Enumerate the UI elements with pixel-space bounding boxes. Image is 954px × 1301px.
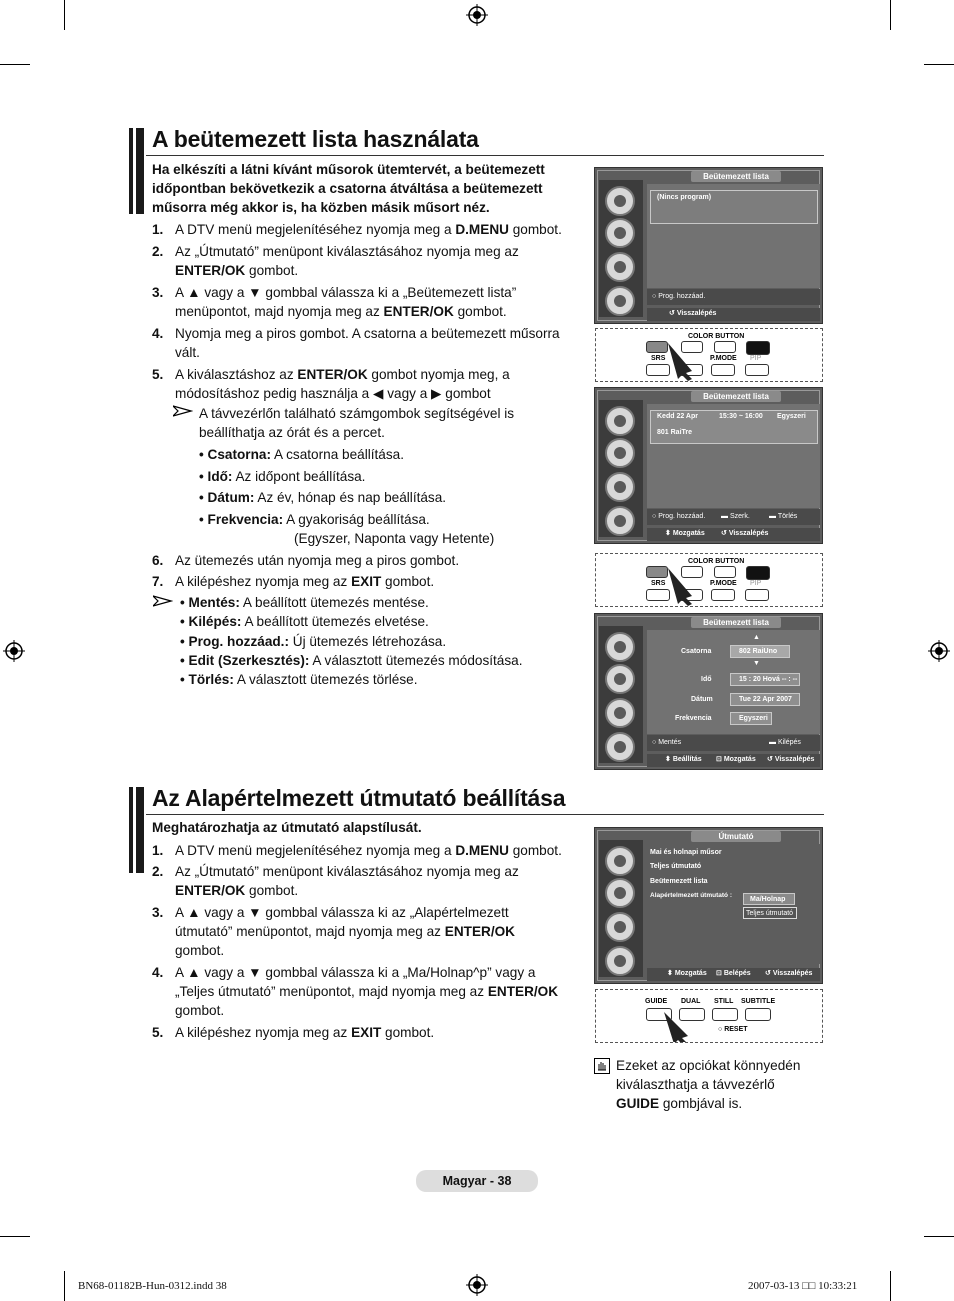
note-arrow-icon xyxy=(153,595,173,607)
pointer-arrow-icon xyxy=(666,566,696,606)
menu-icon xyxy=(605,664,635,694)
edit-hint: ▬ Szerk. xyxy=(721,513,750,520)
registration-mark-icon xyxy=(466,4,488,26)
crop-mark xyxy=(64,0,65,30)
section-rule xyxy=(146,814,824,815)
delete-hint: ▬ Törlés xyxy=(769,513,798,520)
crop-mark xyxy=(0,1236,30,1237)
bullet-item: • Idő: Az időpont beállítása. xyxy=(199,469,366,484)
menu-icon xyxy=(605,698,635,728)
step-text: ENTER/OK gombot. xyxy=(175,263,299,278)
step-number: 1. xyxy=(152,843,164,858)
back-hint: ↺ Visszalépés xyxy=(767,756,815,763)
option-today-tomorrow[interactable]: Ma/Holnap xyxy=(743,893,795,905)
down-arrow-icon: ▼ xyxy=(753,660,760,667)
step-number: 6. xyxy=(152,553,164,568)
remote-button xyxy=(745,1008,771,1021)
remote-button xyxy=(746,341,770,355)
option-full-guide[interactable]: Teljes útmutató xyxy=(743,907,797,919)
exit-hint: ▬ Kilépés xyxy=(769,739,801,746)
remote-button xyxy=(646,566,668,578)
step-number: 7. xyxy=(152,574,164,589)
intro-line: időpontban bekövetkezik a csatorna átváltása a beütemezett xyxy=(152,181,543,196)
pointer-arrow-icon xyxy=(666,341,696,381)
page-number-badge: Magyar - 38 xyxy=(416,1170,538,1192)
date-field[interactable]: Tue 22 Apr 2007 xyxy=(730,693,800,706)
file-info: BN68-01182B-Hun-0312.indd 38 xyxy=(78,1280,227,1292)
step-text: gombot. xyxy=(175,1003,225,1018)
note-item: • Törlés: A választott ütemezés törlése. xyxy=(180,672,418,687)
remote-label: SUBTITLE xyxy=(741,998,776,1005)
step-text: ENTER/OK gombot. xyxy=(175,883,299,898)
frequency-field[interactable]: Egyszeri xyxy=(730,712,772,725)
program-row: (Nincs program) xyxy=(650,190,818,224)
remote-label: SRS xyxy=(651,580,666,587)
registration-mark-icon xyxy=(3,640,25,662)
move-hint: ⬍ Mozgatás xyxy=(667,970,707,977)
program-date: Kedd 22 Apr xyxy=(657,413,698,420)
step-number: 5. xyxy=(152,367,164,382)
step-text: A kilépéshez nyomja meg az EXIT gombot. xyxy=(175,574,435,589)
crop-mark xyxy=(0,64,30,65)
remote-label: GUIDE xyxy=(645,998,668,1005)
step-number: 5. xyxy=(152,1025,164,1040)
note-arrow-icon xyxy=(173,405,193,417)
step-number: 2. xyxy=(152,864,164,879)
bullet-item: • Frekvencia: A gyakoriság beállítása. xyxy=(199,512,430,527)
intro-line: Meghatározhatja az útmutató alapstílusát. xyxy=(152,820,422,835)
crop-mark xyxy=(924,64,954,65)
registration-mark-icon xyxy=(928,640,950,662)
save-hint: ○ Mentés xyxy=(652,739,682,746)
remote-label: P.MODE xyxy=(710,580,737,587)
back-hint: ↺ Visszalépés xyxy=(669,310,717,317)
registration-mark-icon xyxy=(466,1274,488,1296)
screen-title: Beütemezett lista xyxy=(691,617,781,628)
remote-button xyxy=(746,566,770,580)
menu-icon xyxy=(605,252,635,282)
remote-label: PIP xyxy=(750,580,762,587)
remote-label: SRS xyxy=(651,355,666,362)
remote-button xyxy=(646,341,668,353)
menu-item[interactable]: Beütemezett lista xyxy=(650,878,708,885)
menu-icon xyxy=(605,286,635,316)
menu-item[interactable]: Mai és holnapi műsor xyxy=(650,849,722,856)
remote-label: COLOR BUTTON xyxy=(688,333,745,340)
print-date: 2007-03-13 □□ 10:33:21 xyxy=(748,1280,858,1292)
screen-title: Útmutató xyxy=(691,831,781,842)
add-program-hint: ○ Prog. hozzáad. xyxy=(652,513,706,520)
tv-screen-scheduled-list-item xyxy=(594,387,823,544)
note-item: • Prog. hozzáad.: Új ütemezés létrehozása. xyxy=(180,634,447,649)
remote-button xyxy=(745,364,769,376)
menu-icon xyxy=(605,506,635,536)
section-bar xyxy=(129,128,133,214)
step-number: 2. xyxy=(152,244,164,259)
step-text: „Teljes útmutató” menüpontot, majd nyomja meg az ENTER/OK xyxy=(175,984,559,999)
back-hint: ↺ Visszalépés xyxy=(765,970,813,977)
menu-icon xyxy=(605,472,635,502)
program-frequency: Egyszeri xyxy=(777,413,806,420)
remote-button xyxy=(714,341,736,353)
section-title: Az Alapértelmezett útmutató beállítása xyxy=(152,785,566,811)
remote-label: PIP xyxy=(750,355,762,362)
remote-label: COLOR BUTTON xyxy=(688,558,745,565)
menu-icon xyxy=(605,218,635,248)
remote-illustration xyxy=(595,989,823,1043)
back-hint: ↺ Visszalépés xyxy=(721,530,769,537)
menu-icon xyxy=(605,912,635,942)
note-text: Ezeket az opciókat könnyedén xyxy=(616,1058,801,1073)
step-number: 4. xyxy=(152,326,164,341)
menu-icon xyxy=(605,946,635,976)
move-hint: ⬍ Mozgatás xyxy=(665,530,705,537)
step-text: módosításhoz pedig használja a ◀ vagy a ▶ gombot xyxy=(175,386,491,401)
section-bar xyxy=(129,787,133,873)
step-text: A ▲ vagy a ▼ gombbal válassza ki az „Alapértelmezett xyxy=(175,905,509,920)
program-time: 15:30 ~ 16:00 xyxy=(719,413,763,420)
menu-icon xyxy=(605,632,635,662)
step-text: vált. xyxy=(175,345,200,360)
step-number: 1. xyxy=(152,222,164,237)
menu-icon xyxy=(605,406,635,436)
note-item: • Edit (Szerkesztés): A választott ütemezés módosítása. xyxy=(180,653,523,668)
step-text: Az „Útmutató” menüpont kiválasztásához nyomja meg az xyxy=(175,244,519,259)
note-item: • Kilépés: A beállított ütemezés elvetése. xyxy=(180,614,429,629)
menu-icon xyxy=(605,878,635,908)
crop-mark xyxy=(890,1271,891,1301)
note-text: GUIDE gombjával is. xyxy=(616,1096,743,1111)
step-text: A DTV menü megjelenítéséhez nyomja meg a D.MENU gombot. xyxy=(175,222,562,237)
menu-item[interactable]: Alapértelmezett útmutató : xyxy=(650,892,732,899)
step-text: útmutató” menüpontot, majd nyomja meg az ENTER/OK xyxy=(175,924,515,939)
section-bar xyxy=(136,128,144,214)
step-text: A kilépéshez nyomja meg az EXIT gombot. xyxy=(175,1025,435,1040)
section-bar xyxy=(136,787,144,873)
remote-button xyxy=(712,1008,738,1021)
screen-title: Beütemezett lista xyxy=(691,391,781,402)
step-text: A ▲ vagy a ▼ gombbal válassza ki a „Beütemezett lista” xyxy=(175,285,517,300)
remote-illustration xyxy=(595,328,823,382)
menu-icon xyxy=(605,846,635,876)
time-field[interactable]: 15 : 20 Hová -- : -- xyxy=(730,673,800,686)
note-item: • Mentés: A beállított ütemezés mentése. xyxy=(180,595,429,610)
tv-screen-guide xyxy=(594,827,823,984)
tip-text: A távvezérlőn található számgombok segítségével is xyxy=(199,406,515,421)
field-label: Csatorna xyxy=(681,648,712,655)
step-number: 3. xyxy=(152,285,164,300)
remote-button xyxy=(711,364,735,376)
tv-screen-scheduled-list-empty xyxy=(594,167,823,324)
menu-icon xyxy=(605,438,635,468)
pointer-arrow-icon xyxy=(662,1010,692,1043)
note-text: kiválaszthatja a távvezérlő xyxy=(616,1077,775,1092)
remote-label: P.MODE xyxy=(710,355,737,362)
move-hint: ⊡ Mozgatás xyxy=(716,756,756,763)
section-rule xyxy=(146,155,824,156)
menu-icon xyxy=(605,186,635,216)
remote-button xyxy=(711,589,735,601)
step-number: 4. xyxy=(152,965,164,980)
step-text: Nyomja meg a piros gombot. A csatorna a beütemezett műsorra xyxy=(175,326,560,341)
screen-title: Beütemezett lista xyxy=(691,171,781,182)
bullet-item: • Csatorna: A csatorna beállítása. xyxy=(199,447,405,462)
crop-mark xyxy=(924,1236,954,1237)
remote-label: STILL xyxy=(714,998,734,1005)
set-hint: ⬍ Beállítás xyxy=(665,756,702,763)
menu-item[interactable]: Teljes útmutató xyxy=(650,863,702,870)
intro-line: műsorra még akkor is, ha közben másik műsort néz. xyxy=(152,200,490,215)
frequency-options: (Egyszer, Naponta vagy Hetente) xyxy=(294,531,495,546)
program-channel: 801 RaiTre xyxy=(657,429,693,436)
step-text: A DTV menü megjelenítéséhez nyomja meg a D.MENU gombot. xyxy=(175,843,562,858)
bullet-item: • Dátum: Az év, hónap és nap beállítása. xyxy=(199,490,447,505)
field-label: Dátum xyxy=(691,696,713,703)
intro-line: Ha elkészíti a látni kívánt műsorok ütemtervét, a beütemezett xyxy=(152,162,545,177)
remote-illustration xyxy=(595,553,823,607)
step-text: Az ütemezés után nyomja meg a piros gombot. xyxy=(175,553,460,568)
step-text: gombot. xyxy=(175,943,225,958)
crop-mark xyxy=(890,0,891,30)
step-text: Az „Útmutató” menüpont kiválasztásához nyomja meg az xyxy=(175,864,519,879)
step-text: menüpontot, majd nyomja meg az ENTER/OK gombot. xyxy=(175,304,507,319)
remote-button xyxy=(714,566,736,578)
channel-field[interactable]: 802 RaiUno xyxy=(730,645,790,658)
up-arrow-icon: ▲ xyxy=(753,634,760,641)
field-label: Frekvencia xyxy=(675,715,712,722)
section-title: A beütemezett lista használata xyxy=(152,126,479,152)
enter-hint: ⊡ Belépés xyxy=(716,970,751,977)
step-number: 3. xyxy=(152,905,164,920)
field-label: Idő xyxy=(701,676,712,683)
tv-screen-schedule-edit xyxy=(594,613,823,770)
step-text: A ▲ vagy a ▼ gombbal válassza ki a „Ma/Holnap^p” vagy a xyxy=(175,965,536,980)
crop-mark xyxy=(64,1271,65,1301)
tip-text: beállíthatja az órát és a percet. xyxy=(199,425,385,440)
step-text: A kiválasztáshoz az ENTER/OK gombot nyomja meg, a xyxy=(175,367,510,382)
note-hand-icon xyxy=(594,1058,610,1074)
remote-label: DUAL xyxy=(681,998,701,1005)
add-program-hint: ○ Prog. hozzáad. xyxy=(652,293,706,300)
remote-button xyxy=(745,589,769,601)
menu-icon xyxy=(605,732,635,762)
remote-label: ○ RESET xyxy=(718,1026,748,1033)
